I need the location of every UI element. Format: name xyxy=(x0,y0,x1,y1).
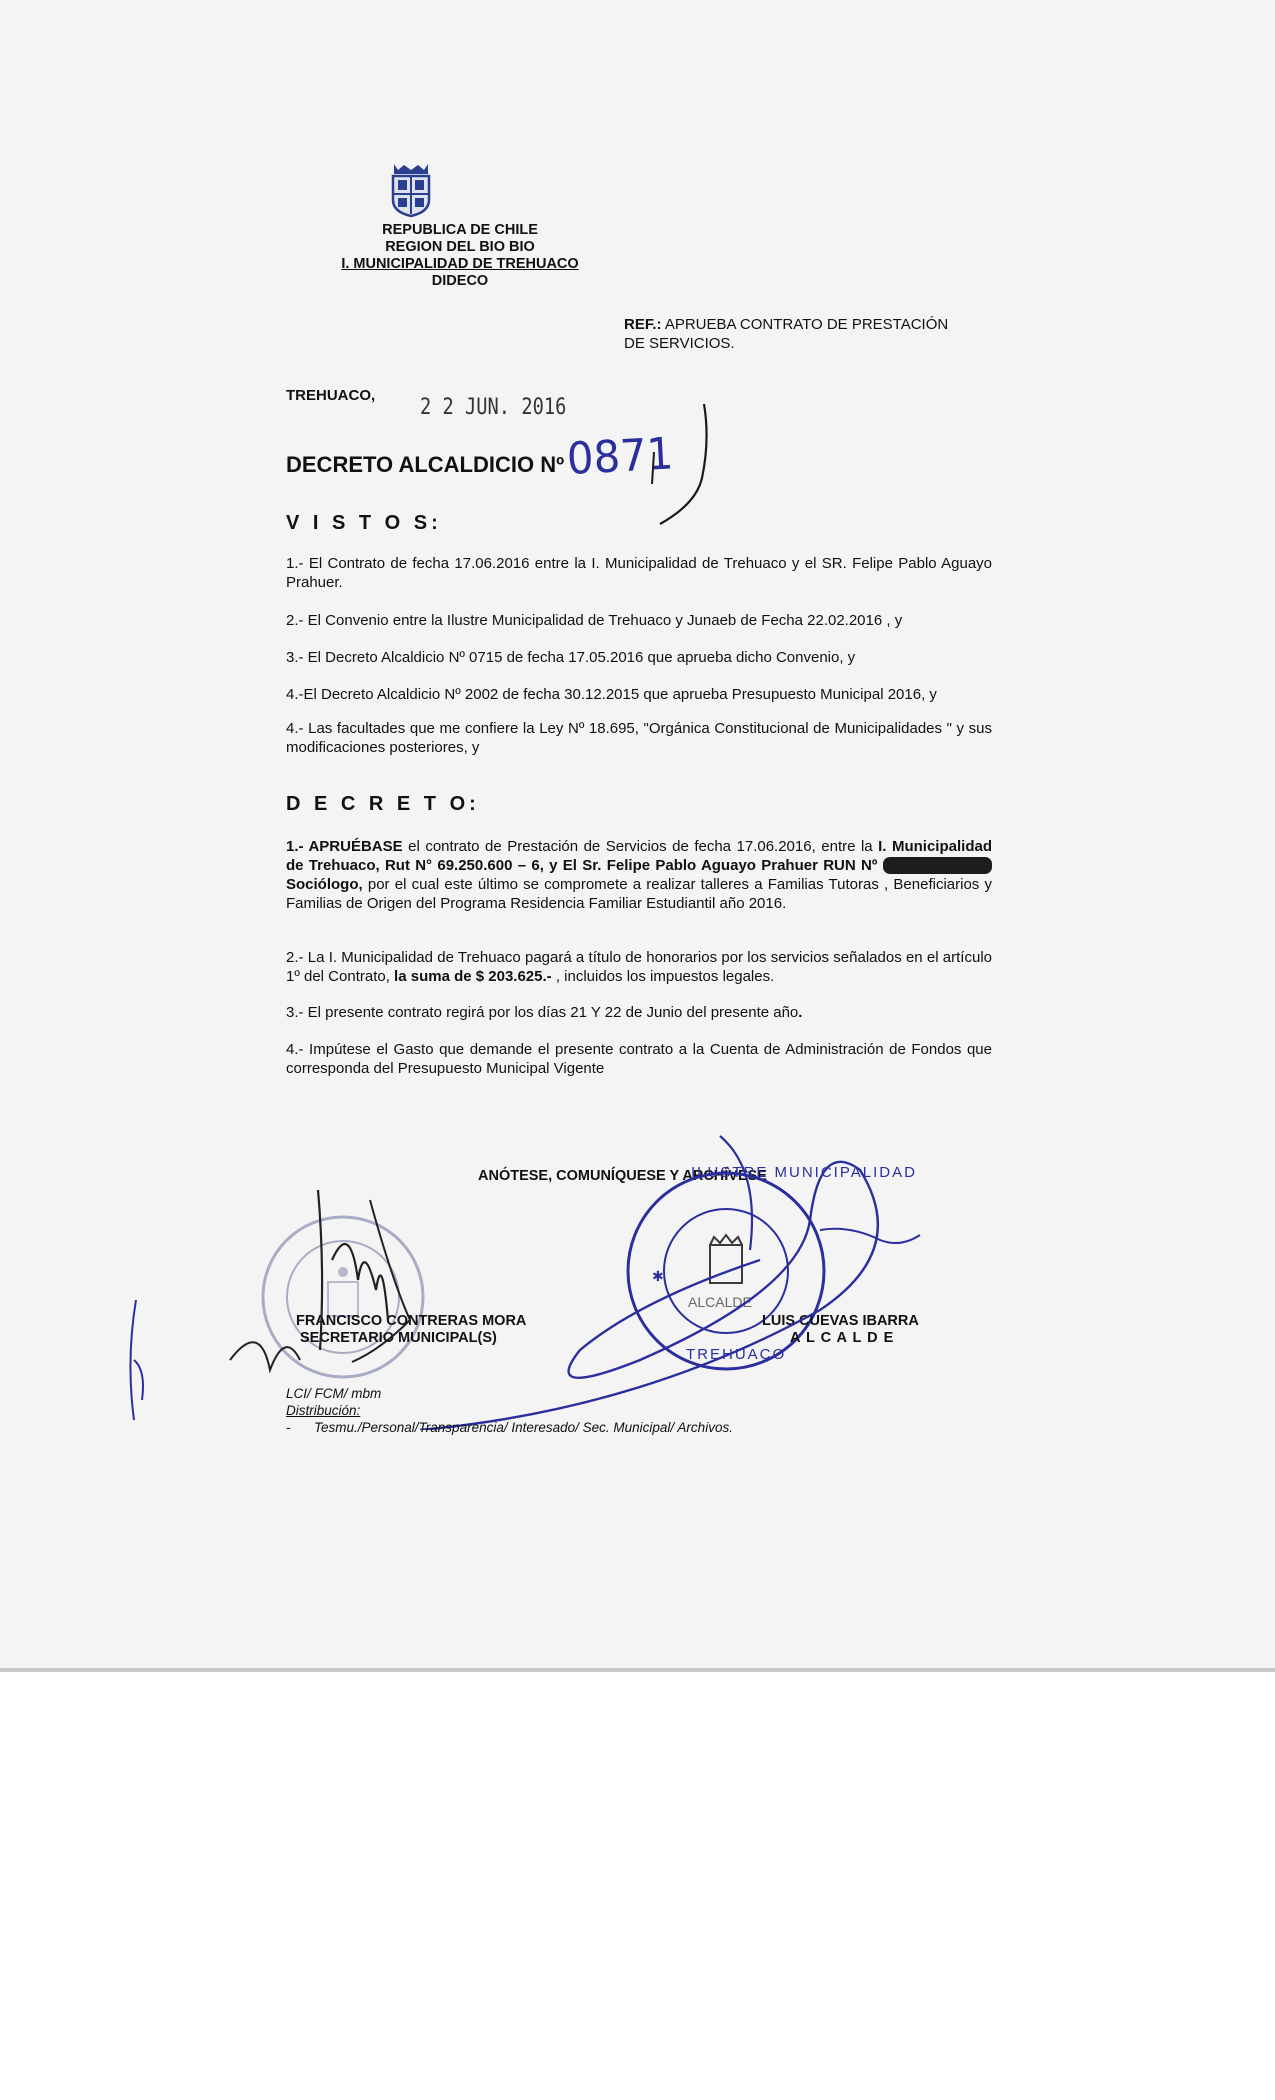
approve-keyword: 1.- APRUÉBASE xyxy=(286,838,403,855)
decreto-item-3 xyxy=(286,1003,992,1022)
seal-ring-text: ILUSTRE MUNICIPALIDAD xyxy=(691,1164,917,1181)
distribution-label: Distribución: xyxy=(286,1403,361,1418)
decreto-item-1 xyxy=(286,837,992,913)
svg-text:✱: ✱ xyxy=(652,1269,664,1285)
distribution-list: - Tesmu./Personal/Transparencia/ Interesado/ Sec. Municipal/ Archivos. xyxy=(286,1420,733,1435)
vistos-item-4: 4.-El Decreto Alcaldicio Nº 2002 de fecha 30.12.2015 que aprueba Presupuesto Municipal 2016, y xyxy=(286,686,937,703)
reference-line-1 xyxy=(624,315,948,334)
vistos-item-5: 4.- Las facultades que me confiere la Ley Nº 18.695, "Orgánica Constitucional de Municipalidades " y sus modificaciones posteriores, y xyxy=(286,720,992,756)
handwritten-slash-mark xyxy=(640,400,730,530)
redacted-run xyxy=(883,857,992,874)
mayor-name: LUIS CUEVAS IBARRA xyxy=(762,1313,919,1329)
vistos-heading: V I S T O S: xyxy=(286,512,442,534)
decreto-item-1-text-a: el contrato de Prestación de Servicios de fecha 17.06.2016, entre la xyxy=(402,838,879,855)
decreto-item-4: 4.- Impútese el Gasto que demande el presente contrato a la Cuenta de Administración de Fondos que corresponda del Presupuesto Municipal Vigente xyxy=(286,1041,992,1077)
vistos-item-3: 3.- El Decreto Alcaldicio Nº 0715 de fecha 17.05.2016 que aprueba dicho Convenio, y xyxy=(286,649,856,666)
vistos-item-2: 2.- El Convenio entre la Ilustre Municipalidad de Trehuaco y Junaeb de Fecha 22.02.2016 , y xyxy=(286,612,903,629)
decreto-item-3-period: . xyxy=(798,1004,803,1021)
seal-center-text: ALCALDE xyxy=(688,1294,752,1310)
header-republic: REPUBLICA DE CHILE xyxy=(382,222,538,238)
scan-bottom-edge xyxy=(0,1668,1275,1672)
reference-text-2: DE SERVICIOS. xyxy=(624,335,735,352)
payment-amount: la suma de $ 203.625.- xyxy=(394,968,552,985)
place: TREHUACO, xyxy=(286,387,376,404)
secretary-name: FRANCISCO CONTRERAS MORA xyxy=(296,1313,527,1329)
reference-label: REF.: xyxy=(624,316,662,333)
reference-text-1: APRUEBA CONTRATO DE PRESTACIÓN xyxy=(664,316,949,333)
mayor-title: A L C A L D E xyxy=(790,1330,895,1346)
decreto-item-1-profession: Sociólogo, xyxy=(286,876,363,893)
decreto-item-1-text-d: por el cual este último se compromete a realizar talleres a Familias Tutoras , Beneficiarios y Familias de Origen del Programa Residencia Familiar Estudiantil año 2016. xyxy=(286,876,992,912)
date-stamp: 2 2 JUN. 2016 xyxy=(420,395,567,420)
handwritten-signatures xyxy=(120,1130,1020,1430)
decreto-item-2-text-c: , incluidos los impuestos legales. xyxy=(551,968,775,985)
secretary-title: SECRETARIO MUNICIPAL(S) xyxy=(300,1330,497,1346)
header-municipality: I. MUNICIPALIDAD DE TREHUACO xyxy=(341,256,579,272)
coat-of-arms-icon xyxy=(388,162,434,218)
decreto-item-3-text: 3.- El presente contrato regirá por los días 21 Y 22 de Junio del presente año xyxy=(286,1004,799,1021)
header-department: DIDECO xyxy=(431,273,489,289)
seal-bottom-text: TREHUACO xyxy=(686,1346,787,1363)
decreto-item-1-parties: I. Municipalidad de Trehuaco, Rut N° 69.250.600 – 6, y El Sr. Felipe Pablo Aguayo Prahuer RUN Nº xyxy=(286,838,992,874)
decree-title: DECRETO ALCALDICIO Nº xyxy=(286,452,565,477)
decreto-heading: D E C R E T O: xyxy=(286,793,480,815)
header-region: REGION DEL BIO BIO xyxy=(385,239,535,255)
initials: LCI/ FCM/ mbm xyxy=(286,1386,382,1401)
decree-number-handwritten: 0871 xyxy=(565,428,675,485)
closing-formula: ANÓTESE, COMUNÍQUESE Y ARCHÍVESE xyxy=(478,1168,767,1184)
decreto-item-2-text-a: 2.- La I. Municipalidad de Trehuaco pagará a título de honorarios por los servicios señalados en el artículo 1º del Contrato, xyxy=(286,949,992,985)
distribution-list-text: Tesmu./Personal/Transparencia/ Interesado/ Sec. Municipal/ Archivos. xyxy=(314,1420,733,1435)
vistos-item-1: 1.- El Contrato de fecha 17.06.2016 entre la I. Municipalidad de Trehuaco y el SR. Felipe Pablo Aguayo Prahuer. xyxy=(286,555,992,591)
decreto-item-2 xyxy=(286,948,992,986)
